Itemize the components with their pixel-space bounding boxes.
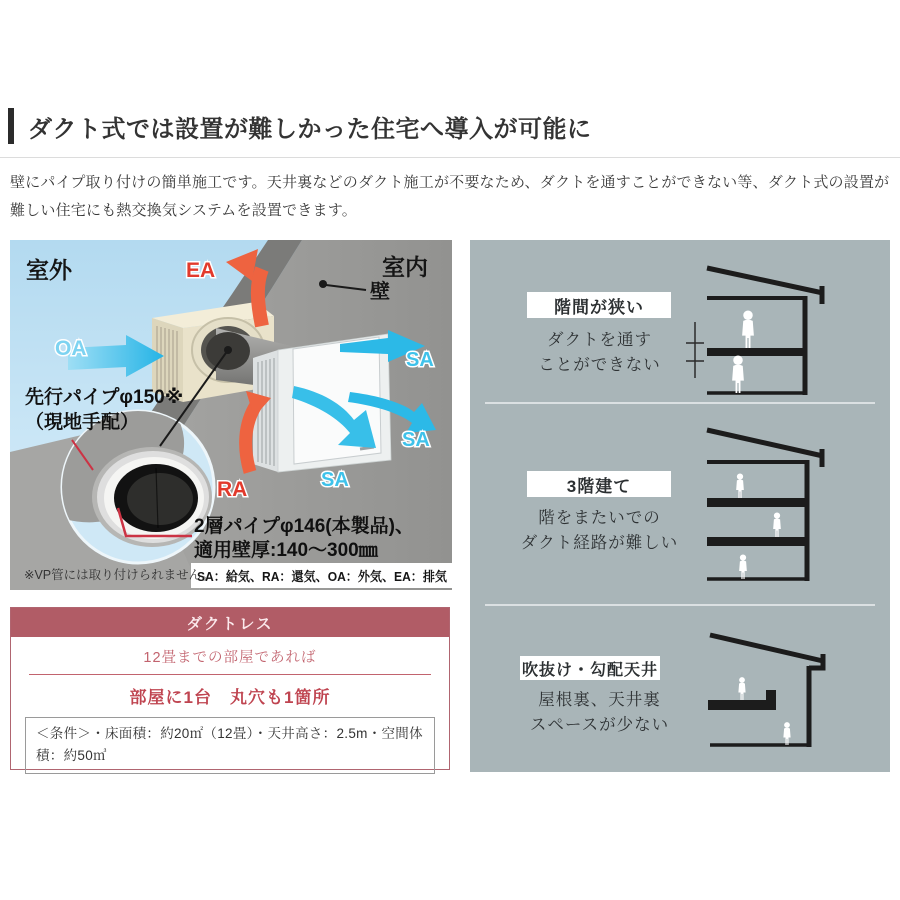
page-title: ダクト式では設置が難しかった住宅へ導入が可能に [28, 115, 592, 143]
person-icon [783, 722, 790, 745]
product-pipe-label-line2: 適用壁厚:140〜300㎜ [194, 540, 378, 561]
person-icon [739, 555, 747, 579]
ductless-conditions: ＜条件＞・床面積：約20㎡（12畳）・天井高さ：2.5m・空間体積：約50㎥ [25, 717, 435, 774]
installation-diagram [10, 240, 452, 590]
house-three-stories [707, 430, 823, 581]
person-icon [773, 513, 781, 537]
sa-label-right: SA [402, 429, 430, 451]
heading-accent-bar [8, 108, 14, 144]
person-icon [742, 310, 754, 348]
case-label-three-stories: 3階建て [527, 471, 671, 497]
ra-label: RA [217, 478, 248, 501]
case-desc-line: ダクトを通す [547, 331, 652, 349]
person-icon [732, 355, 744, 393]
ductless-header: ダクトレス [11, 608, 449, 637]
ductless-condition-intro: 12畳までの部屋であれば [143, 650, 317, 666]
case-desc-line: 屋根裏、天井裏 [538, 691, 661, 709]
person-icon [738, 677, 745, 700]
outdoor-label: 室外 [26, 257, 72, 283]
wall-label: 壁 [370, 281, 390, 303]
preinstalled-pipe-label-line1: 先行パイプφ150※ [25, 387, 184, 408]
indoor-label: 室内 [382, 254, 428, 280]
heading-divider [0, 157, 900, 158]
vp-pipe-note: ※VP管には取り付けられません。 [24, 568, 215, 582]
section-heading [8, 108, 592, 144]
ductless-main-claim: 部屋に1台 丸穴も1箇所 [129, 688, 331, 707]
person-icon [736, 474, 744, 498]
ductless-divider [29, 674, 431, 675]
ductless-spec-box [10, 607, 450, 770]
intro-paragraph: 壁にパイプ取り付けの簡単施工です。天井裏などのダクト施工が不要なため、ダクトを通すことができない等、ダクト式の設置が難しい住宅にも熱交換気システムを設置できます。 [10, 174, 890, 219]
difficult-cases-panel [470, 240, 890, 772]
case-desc-line: スペースが少ない [529, 715, 670, 734]
product-pipe-label-line1: 2層パイプφ146(本製品)、 [194, 516, 414, 537]
case-desc-line: ことができない [538, 355, 661, 374]
sa-label-bottom: SA [321, 469, 349, 491]
wall-installation-illustration [10, 240, 452, 590]
oa-label: OA [55, 337, 87, 360]
case-label-vaulted-ceiling: 吹抜け・勾配天井 [520, 656, 660, 680]
house-vaulted-ceiling [708, 635, 823, 747]
case-desc-line: ダクト経路が難しい [520, 533, 679, 552]
preinstalled-pipe-label-line2: （現地手配） [25, 412, 140, 433]
sa-label-top: SA [406, 349, 434, 371]
case-desc-line: 階をまたいでの [538, 509, 661, 527]
airflow-legend: SA：給気、RA：還気、OA：外気、EA：排気 [197, 569, 447, 584]
ea-label: EA [186, 259, 216, 282]
case-label-narrow-gap: 階間が狭い [527, 292, 671, 318]
